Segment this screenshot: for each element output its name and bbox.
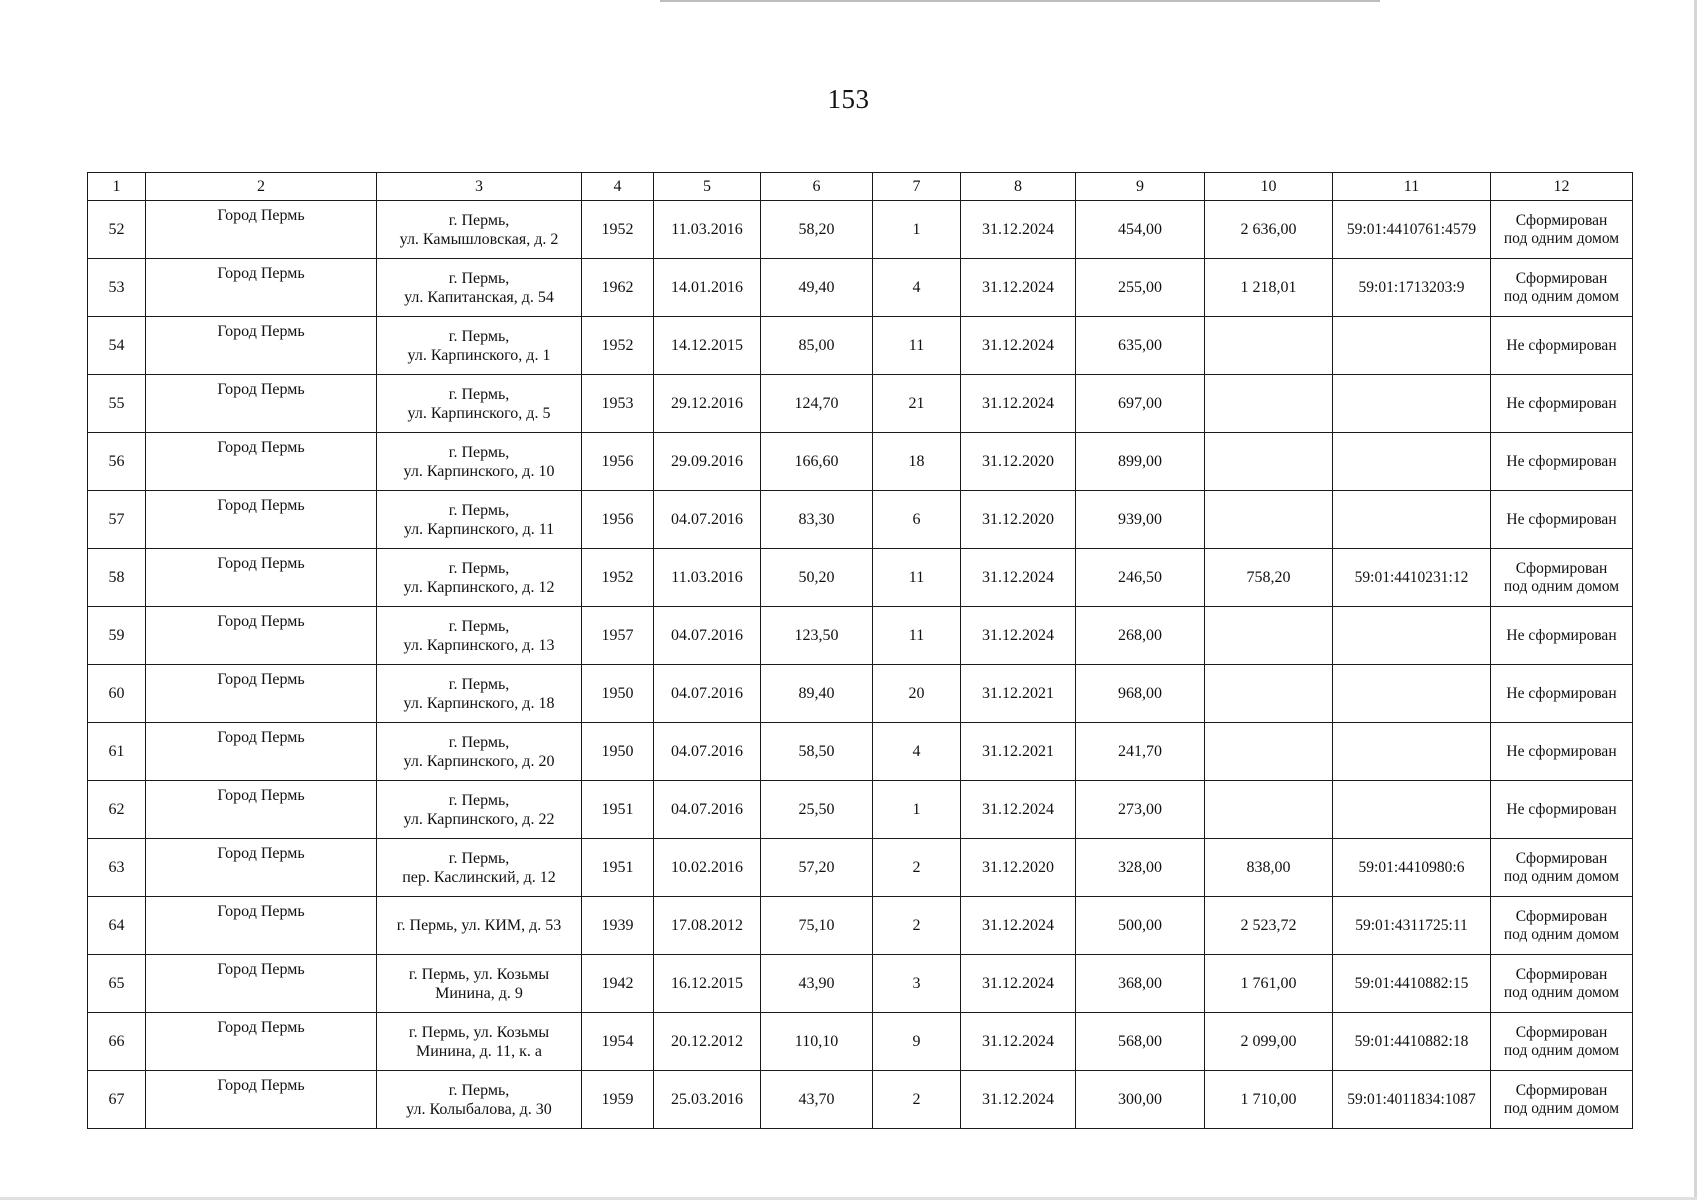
address-cell	[377, 723, 582, 781]
row-number: 59	[88, 607, 146, 665]
municipality-cell: Город Пермь	[146, 723, 377, 781]
area-cell: 43,70	[761, 1071, 873, 1129]
status-cell	[1491, 897, 1633, 955]
address-line-1: г. Пермь,	[448, 791, 510, 809]
status-line-1: Сформирован	[1515, 965, 1608, 983]
address-line-1: г. Пермь,	[448, 1081, 510, 1099]
status-line-1: Сформирован	[1515, 907, 1608, 925]
value-9-cell: 246,50	[1076, 549, 1205, 607]
address-line-2: ул. Карпинского, д. 12	[403, 578, 555, 596]
row-number: 55	[88, 375, 146, 433]
column-header-6: 6	[761, 173, 873, 201]
count-cell: 1	[873, 201, 961, 259]
municipality-cell: Город Пермь	[146, 781, 377, 839]
address-cell	[377, 607, 582, 665]
address-cell	[377, 259, 582, 317]
table-row	[88, 259, 1633, 317]
address-line-1: г. Пермь,	[448, 675, 510, 693]
date-cell: 04.07.2016	[654, 665, 761, 723]
municipality-cell: Город Пермь	[146, 317, 377, 375]
deadline-cell: 31.12.2024	[961, 781, 1076, 839]
count-cell: 2	[873, 1071, 961, 1129]
row-number: 60	[88, 665, 146, 723]
cadastral-number-cell: 59:01:4410882:15	[1333, 955, 1491, 1013]
cadastral-number-cell	[1333, 433, 1491, 491]
address-line-1: г. Пермь,	[448, 501, 510, 519]
status-line-1: Не сформирован	[1506, 684, 1617, 702]
row-number: 66	[88, 1013, 146, 1071]
address-cell	[377, 201, 582, 259]
count-cell: 1	[873, 781, 961, 839]
address-cell	[377, 781, 582, 839]
deadline-cell: 31.12.2024	[961, 259, 1076, 317]
status-line-1: Сформирован	[1515, 269, 1608, 287]
status-line-2: под одним домом	[1503, 577, 1620, 595]
address-line-2: ул. Карпинского, д. 22	[403, 810, 555, 828]
column-header-7: 7	[873, 173, 961, 201]
count-cell: 4	[873, 259, 961, 317]
area-cell: 49,40	[761, 259, 873, 317]
status-cell	[1491, 665, 1633, 723]
value-9-cell: 255,00	[1076, 259, 1205, 317]
table-row	[88, 955, 1633, 1013]
cadastral-number-cell: 59:01:4410882:18	[1333, 1013, 1491, 1071]
value-9-cell: 273,00	[1076, 781, 1205, 839]
table-row	[88, 375, 1633, 433]
count-cell: 2	[873, 897, 961, 955]
address-line-1: г. Пермь, ул. КИМ, д. 53	[396, 917, 562, 934]
address-cell	[377, 375, 582, 433]
address-line-2: Минина, д. 11, к. а	[416, 1042, 542, 1060]
area-cell: 75,10	[761, 897, 873, 955]
area-cell: 123,50	[761, 607, 873, 665]
year-cell: 1952	[582, 549, 654, 607]
year-cell: 1939	[582, 897, 654, 955]
year-cell: 1957	[582, 607, 654, 665]
status-line-1: Не сформирован	[1506, 510, 1617, 528]
count-cell: 6	[873, 491, 961, 549]
value-9-cell: 500,00	[1076, 897, 1205, 955]
area-cell: 25,50	[761, 781, 873, 839]
status-line-1: Сформирован	[1515, 559, 1608, 577]
date-cell: 04.07.2016	[654, 781, 761, 839]
value-10-cell: 1 761,00	[1205, 955, 1333, 1013]
municipality-cell: Город Пермь	[146, 897, 377, 955]
area-cell: 124,70	[761, 375, 873, 433]
status-cell	[1491, 201, 1633, 259]
deadline-cell: 31.12.2024	[961, 955, 1076, 1013]
table-row	[88, 781, 1633, 839]
deadline-cell: 31.12.2024	[961, 897, 1076, 955]
count-cell: 3	[873, 955, 961, 1013]
municipality-cell: Город Пермь	[146, 549, 377, 607]
table-row	[88, 1071, 1633, 1129]
column-header-12: 12	[1491, 173, 1633, 201]
row-number: 65	[88, 955, 146, 1013]
address-cell	[377, 897, 582, 955]
column-header-11: 11	[1333, 173, 1491, 201]
municipality-cell: Город Пермь	[146, 375, 377, 433]
date-cell: 11.03.2016	[654, 549, 761, 607]
status-line-1: Сформирован	[1515, 1081, 1608, 1099]
table-row	[88, 1013, 1633, 1071]
registry-table	[87, 172, 1633, 1129]
value-10-cell: 2 099,00	[1205, 1013, 1333, 1071]
table-row	[88, 723, 1633, 781]
deadline-cell: 31.12.2021	[961, 723, 1076, 781]
row-number: 62	[88, 781, 146, 839]
address-line-1: г. Пермь,	[448, 849, 510, 867]
date-cell: 10.02.2016	[654, 839, 761, 897]
status-line-1: Сформирован	[1515, 211, 1608, 229]
address-line-2: ул. Карпинского, д. 13	[403, 636, 555, 654]
count-cell: 11	[873, 549, 961, 607]
deadline-cell: 31.12.2020	[961, 433, 1076, 491]
year-cell: 1950	[582, 723, 654, 781]
address-cell	[377, 665, 582, 723]
date-cell: 04.07.2016	[654, 607, 761, 665]
area-cell: 83,30	[761, 491, 873, 549]
table-row	[88, 201, 1633, 259]
date-cell: 04.07.2016	[654, 491, 761, 549]
cadastral-number-cell: 59:01:4011834:1087	[1333, 1071, 1491, 1129]
table-row	[88, 839, 1633, 897]
value-9-cell: 939,00	[1076, 491, 1205, 549]
cadastral-number-cell	[1333, 317, 1491, 375]
value-10-cell	[1205, 433, 1333, 491]
count-cell: 2	[873, 839, 961, 897]
column-header-10: 10	[1205, 173, 1333, 201]
address-line-1: г. Пермь,	[448, 269, 510, 287]
date-cell: 11.03.2016	[654, 201, 761, 259]
table-row	[88, 897, 1633, 955]
address-line-1: г. Пермь,	[448, 443, 510, 461]
address-cell	[377, 433, 582, 491]
value-9-cell: 899,00	[1076, 433, 1205, 491]
area-cell: 50,20	[761, 549, 873, 607]
status-cell	[1491, 839, 1633, 897]
count-cell: 20	[873, 665, 961, 723]
cadastral-number-cell: 59:01:4410761:4579	[1333, 201, 1491, 259]
status-line-2: под одним домом	[1503, 867, 1620, 885]
date-cell: 17.08.2012	[654, 897, 761, 955]
value-9-cell: 697,00	[1076, 375, 1205, 433]
row-number: 63	[88, 839, 146, 897]
row-number: 53	[88, 259, 146, 317]
year-cell: 1950	[582, 665, 654, 723]
year-cell: 1954	[582, 1013, 654, 1071]
count-cell: 18	[873, 433, 961, 491]
value-10-cell: 2 523,72	[1205, 897, 1333, 955]
row-number: 56	[88, 433, 146, 491]
address-line-2: ул. Карпинского, д. 1	[407, 346, 551, 364]
year-cell: 1962	[582, 259, 654, 317]
cadastral-number-cell	[1333, 375, 1491, 433]
address-line-1: г. Пермь,	[448, 385, 510, 403]
year-cell: 1959	[582, 1071, 654, 1129]
cadastral-number-cell: 59:01:4410980:6	[1333, 839, 1491, 897]
value-9-cell: 268,00	[1076, 607, 1205, 665]
date-cell: 29.12.2016	[654, 375, 761, 433]
area-cell: 166,60	[761, 433, 873, 491]
date-cell: 20.12.2012	[654, 1013, 761, 1071]
cadastral-number-cell	[1333, 723, 1491, 781]
area-cell: 57,20	[761, 839, 873, 897]
deadline-cell: 31.12.2024	[961, 201, 1076, 259]
value-10-cell	[1205, 491, 1333, 549]
status-cell	[1491, 607, 1633, 665]
status-cell	[1491, 491, 1633, 549]
year-cell: 1956	[582, 433, 654, 491]
value-10-cell	[1205, 665, 1333, 723]
year-cell: 1956	[582, 491, 654, 549]
year-cell: 1951	[582, 781, 654, 839]
deadline-cell: 31.12.2024	[961, 317, 1076, 375]
status-line-2: под одним домом	[1503, 287, 1620, 305]
status-cell	[1491, 1013, 1633, 1071]
table-row	[88, 607, 1633, 665]
status-cell	[1491, 781, 1633, 839]
address-line-1: г. Пермь,	[448, 559, 510, 577]
date-cell: 04.07.2016	[654, 723, 761, 781]
year-cell: 1952	[582, 317, 654, 375]
status-line-2: под одним домом	[1503, 925, 1620, 943]
cadastral-number-cell: 59:01:1713203:9	[1333, 259, 1491, 317]
status-cell	[1491, 317, 1633, 375]
column-header-5: 5	[654, 173, 761, 201]
address-cell	[377, 955, 582, 1013]
address-line-1: г. Пермь, ул. Козьмы	[408, 965, 550, 983]
status-cell	[1491, 433, 1633, 491]
address-cell	[377, 317, 582, 375]
municipality-cell: Город Пермь	[146, 201, 377, 259]
address-line-2: ул. Карпинского, д. 5	[407, 404, 551, 422]
deadline-cell: 31.12.2024	[961, 549, 1076, 607]
date-cell: 29.09.2016	[654, 433, 761, 491]
status-line-2: под одним домом	[1503, 1099, 1620, 1117]
table-header	[88, 173, 1633, 201]
value-9-cell: 968,00	[1076, 665, 1205, 723]
cadastral-number-cell: 59:01:4410231:12	[1333, 549, 1491, 607]
municipality-cell: Город Пермь	[146, 955, 377, 1013]
page-number: 153	[827, 84, 870, 114]
row-number: 61	[88, 723, 146, 781]
table-row	[88, 433, 1633, 491]
table-row	[88, 665, 1633, 723]
date-cell: 16.12.2015	[654, 955, 761, 1013]
column-header-4: 4	[582, 173, 654, 201]
value-9-cell: 328,00	[1076, 839, 1205, 897]
date-cell: 14.01.2016	[654, 259, 761, 317]
deadline-cell: 31.12.2024	[961, 375, 1076, 433]
year-cell: 1942	[582, 955, 654, 1013]
status-line-1: Не сформирован	[1506, 336, 1617, 354]
status-cell	[1491, 955, 1633, 1013]
address-line-2: ул. Камышловская, д. 2	[399, 230, 559, 248]
address-cell	[377, 1071, 582, 1129]
status-cell	[1491, 259, 1633, 317]
address-line-1: г. Пермь,	[448, 327, 510, 345]
table-row	[88, 549, 1633, 607]
deadline-cell: 31.12.2021	[961, 665, 1076, 723]
area-cell: 110,10	[761, 1013, 873, 1071]
count-cell: 11	[873, 607, 961, 665]
row-number: 57	[88, 491, 146, 549]
status-cell	[1491, 723, 1633, 781]
row-number: 64	[88, 897, 146, 955]
year-cell: 1952	[582, 201, 654, 259]
table-row	[88, 491, 1633, 549]
row-number: 54	[88, 317, 146, 375]
row-number: 52	[88, 201, 146, 259]
status-cell	[1491, 1071, 1633, 1129]
status-cell	[1491, 375, 1633, 433]
value-9-cell: 241,70	[1076, 723, 1205, 781]
date-cell: 25.03.2016	[654, 1071, 761, 1129]
area-cell: 85,00	[761, 317, 873, 375]
count-cell: 21	[873, 375, 961, 433]
status-line-1: Не сформирован	[1506, 800, 1617, 818]
municipality-cell: Город Пермь	[146, 433, 377, 491]
cadastral-number-cell	[1333, 607, 1491, 665]
area-cell: 58,20	[761, 201, 873, 259]
value-10-cell	[1205, 317, 1333, 375]
status-line-1: Сформирован	[1515, 849, 1608, 867]
year-cell: 1953	[582, 375, 654, 433]
row-number: 58	[88, 549, 146, 607]
cadastral-number-cell	[1333, 491, 1491, 549]
row-number: 67	[88, 1071, 146, 1129]
address-cell	[377, 491, 582, 549]
address-line-2: ул. Карпинского, д. 11	[403, 520, 555, 538]
value-10-cell: 1 218,01	[1205, 259, 1333, 317]
value-10-cell: 2 636,00	[1205, 201, 1333, 259]
table-row	[88, 317, 1633, 375]
status-line-1: Не сформирован	[1506, 452, 1617, 470]
municipality-cell: Город Пермь	[146, 607, 377, 665]
deadline-cell: 31.12.2024	[961, 607, 1076, 665]
value-10-cell: 758,20	[1205, 549, 1333, 607]
address-cell	[377, 1013, 582, 1071]
column-header-8: 8	[961, 173, 1076, 201]
address-line-1: г. Пермь, ул. Козьмы	[408, 1023, 550, 1041]
municipality-cell: Город Пермь	[146, 839, 377, 897]
address-line-1: г. Пермь,	[448, 733, 510, 751]
deadline-cell: 31.12.2020	[961, 839, 1076, 897]
address-line-2: ул. Капитанская, д. 54	[404, 288, 554, 306]
deadline-cell: 31.12.2020	[961, 491, 1076, 549]
value-9-cell: 300,00	[1076, 1071, 1205, 1129]
cadastral-number-cell	[1333, 665, 1491, 723]
municipality-cell: Город Пермь	[146, 665, 377, 723]
value-9-cell: 368,00	[1076, 955, 1205, 1013]
cadastral-number-cell: 59:01:4311725:11	[1333, 897, 1491, 955]
address-cell	[377, 839, 582, 897]
count-cell: 9	[873, 1013, 961, 1071]
count-cell: 11	[873, 317, 961, 375]
value-9-cell: 635,00	[1076, 317, 1205, 375]
value-10-cell: 1 710,00	[1205, 1071, 1333, 1129]
address-line-2: ул. Колыбалова, д. 30	[406, 1100, 552, 1118]
address-line-2: ул. Карпинского, д. 20	[403, 752, 555, 770]
table-body	[88, 201, 1633, 1129]
column-header-2: 2	[146, 173, 377, 201]
value-10-cell: 838,00	[1205, 839, 1333, 897]
address-cell	[377, 549, 582, 607]
municipality-cell: Город Пермь	[146, 491, 377, 549]
area-cell: 43,90	[761, 955, 873, 1013]
municipality-cell: Город Пермь	[146, 259, 377, 317]
area-cell: 58,50	[761, 723, 873, 781]
address-line-1: г. Пермь,	[448, 211, 510, 229]
municipality-cell: Город Пермь	[146, 1013, 377, 1071]
area-cell: 89,40	[761, 665, 873, 723]
status-line-1: Не сформирован	[1506, 742, 1617, 760]
deadline-cell: 31.12.2024	[961, 1071, 1076, 1129]
column-header-3: 3	[377, 173, 582, 201]
year-cell: 1951	[582, 839, 654, 897]
status-line-1: Не сформирован	[1506, 394, 1617, 412]
value-10-cell	[1205, 607, 1333, 665]
status-line-2: под одним домом	[1503, 983, 1620, 1001]
address-line-2: ул. Карпинского, д. 10	[403, 462, 555, 480]
value-10-cell	[1205, 375, 1333, 433]
cadastral-number-cell	[1333, 781, 1491, 839]
value-10-cell	[1205, 781, 1333, 839]
count-cell: 4	[873, 723, 961, 781]
deadline-cell: 31.12.2024	[961, 1013, 1076, 1071]
address-line-1: г. Пермь,	[448, 617, 510, 635]
value-9-cell: 568,00	[1076, 1013, 1205, 1071]
address-line-2: ул. Карпинского, д. 18	[403, 694, 555, 712]
status-line-2: под одним домом	[1503, 1041, 1620, 1059]
date-cell: 14.12.2015	[654, 317, 761, 375]
status-line-2: под одним домом	[1503, 229, 1620, 247]
value-10-cell	[1205, 723, 1333, 781]
scan-edge-top	[660, 0, 1380, 2]
status-cell	[1491, 549, 1633, 607]
status-line-1: Сформирован	[1515, 1023, 1608, 1041]
address-line-2: пер. Каслинский, д. 12	[402, 868, 556, 886]
address-line-2: Минина, д. 9	[435, 984, 523, 1002]
column-header-1: 1	[88, 173, 146, 201]
municipality-cell: Город Пермь	[146, 1071, 377, 1129]
column-header-9: 9	[1076, 173, 1205, 201]
status-line-1: Не сформирован	[1506, 626, 1617, 644]
header-row	[88, 173, 1633, 201]
value-9-cell: 454,00	[1076, 201, 1205, 259]
